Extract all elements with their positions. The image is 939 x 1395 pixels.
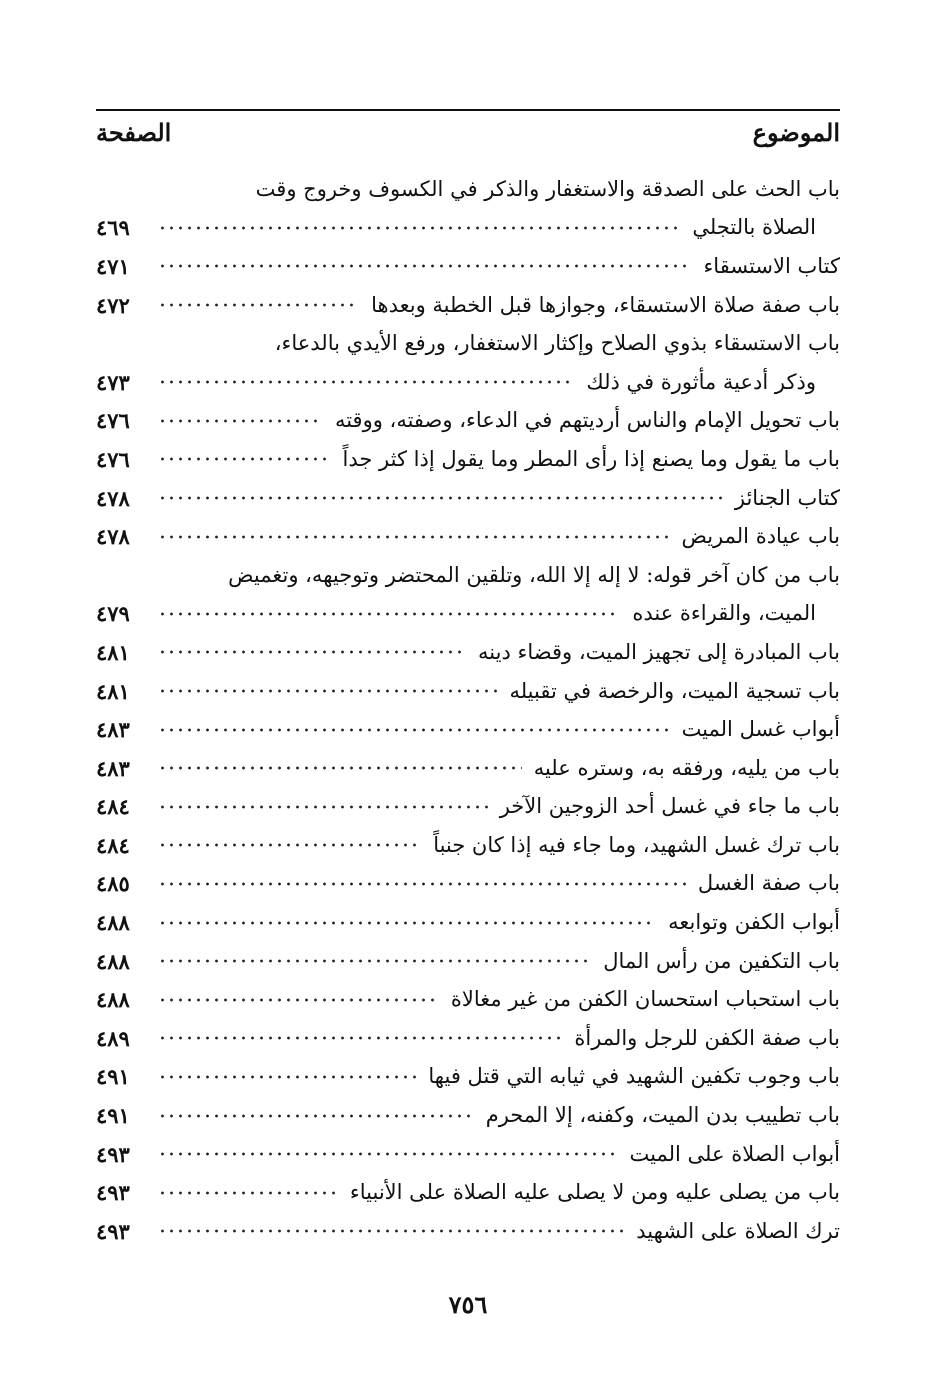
leader-dots	[158, 1074, 416, 1080]
leader-dots	[158, 302, 359, 308]
toc-entry-page: ٤٨٨	[96, 910, 130, 936]
toc-entry-title: باب الحث على الصدقة والاستغفار والذكر في الكسوف وخروج وقت	[255, 176, 840, 201]
toc-entry	[96, 1135, 840, 1174]
leader-dots	[158, 611, 620, 617]
toc-entry	[96, 903, 840, 942]
leader-dots	[158, 958, 591, 964]
toc-entry-page: ٤٧٨	[96, 485, 130, 511]
toc-entry-title: الصلاة بالتجلي	[692, 215, 816, 240]
leader-dots	[158, 456, 331, 462]
toc-entry-page: ٤٧٢	[96, 292, 130, 318]
toc-entry-page: ٤٧٦	[96, 408, 130, 434]
toc-entry	[96, 826, 840, 865]
toc-entry-title: ترك الصلاة على الشهيد	[636, 1218, 840, 1243]
toc-entry	[96, 247, 840, 286]
leader-dots	[158, 263, 691, 269]
toc-entry-page: ٤٩٣	[96, 1141, 130, 1167]
toc-entry-title: باب التكفين من رأس المال	[603, 948, 840, 973]
toc-entry-title: باب تحويل الإمام والناس أرديتهم في الدعاء، وصفته، ووقته	[334, 408, 840, 433]
toc-entry	[96, 324, 840, 363]
toc-entry	[96, 942, 840, 981]
toc-entry	[96, 1058, 840, 1097]
toc-entry-title: باب من يصلى عليه ومن لا يصلى عليه الصلاة على الأنبياء	[349, 1180, 840, 1205]
leader-dots	[158, 765, 522, 771]
leader-dots	[158, 1151, 618, 1157]
leader-dots	[158, 881, 686, 887]
toc-entry-page: ٤٧٦	[96, 446, 130, 472]
leader-dots	[158, 649, 466, 655]
toc-entry-page: ٤٨٤	[96, 794, 130, 820]
toc-header	[96, 118, 840, 158]
toc-entry-page: ٤٦٩	[96, 215, 130, 241]
toc-entry-page: ٤٨٣	[96, 717, 130, 743]
toc-entry	[96, 788, 840, 827]
toc-entry	[96, 633, 840, 672]
toc-entry-title: باب صفة الغسل	[697, 871, 840, 896]
leader-dots	[158, 727, 670, 733]
toc-entry-title: باب من كان آخر قوله: لا إله إلا الله، وتلقين المحتضر وتوجيهه، وتغميض	[228, 562, 840, 587]
toc-entry-page: ٤٨٤	[96, 832, 130, 858]
leader-dots	[158, 225, 680, 231]
leader-dots	[158, 1113, 474, 1119]
toc-entry	[96, 556, 840, 595]
leader-dots	[158, 534, 669, 540]
toc-entry-title: الميت، والقراءة عنده	[632, 601, 816, 626]
toc-entry	[96, 710, 840, 749]
toc-entry-title: كتاب الجنائز	[734, 485, 840, 510]
toc-entry-title: أبواب غسل الميت	[681, 717, 840, 742]
toc-entry-title: باب ترك غسل الشهيد، وما جاء فيه إذا كان جنباً	[433, 832, 840, 857]
toc-entry	[96, 517, 840, 556]
toc-entry	[96, 209, 840, 248]
toc-entry-title: باب وجوب تكفين الشهيد في ثيابه التي قتل فيها	[428, 1064, 840, 1089]
toc-entry	[96, 286, 840, 325]
toc-entry-page: ٤٧٩	[96, 601, 130, 627]
toc-entry-title: باب صفة صلاة الاستسقاء، وجوازها قبل الخطبة وبعدها	[371, 292, 840, 317]
toc-entry-page: ٤٨٩	[96, 1025, 130, 1051]
toc-list	[96, 170, 840, 1251]
toc-entry	[96, 1212, 840, 1251]
toc-entry-page: ٤٩١	[96, 1103, 130, 1129]
toc-entry-title: باب تسجية الميت، والرخصة في تقبيله	[509, 678, 840, 703]
toc-entry-page: ٤٩٣	[96, 1218, 130, 1244]
toc-entry-title: كتاب الاستسقاء	[703, 253, 840, 278]
toc-entry	[96, 1096, 840, 1135]
toc-entry-title: باب تطييب بدن الميت، وكفنه، إلا المحرم	[485, 1103, 840, 1128]
leader-dots	[158, 688, 497, 694]
toc-entry-page: ٤٨١	[96, 639, 130, 665]
toc-entry-title: أبواب الصلاة على الميت	[629, 1141, 840, 1166]
toc-entry	[96, 749, 840, 788]
toc-entry-title: باب ما جاء في غسل أحد الزوجين الآخر	[499, 794, 840, 819]
toc-entry-title: أبواب الكفن وتوابعه	[668, 910, 840, 935]
toc-entry-page: ٤٧٣	[96, 369, 130, 395]
leader-dots	[158, 1190, 338, 1196]
toc-entry	[96, 980, 840, 1019]
leader-dots	[158, 379, 574, 385]
toc-entry	[96, 595, 840, 634]
toc-entry	[96, 865, 840, 904]
toc-entry-page: ٤٩١	[96, 1064, 130, 1090]
toc-entry	[96, 363, 840, 402]
toc-entry-page: ٤٨١	[96, 678, 130, 704]
toc-entry	[96, 1173, 840, 1212]
toc-entry-title: باب عيادة المريض	[681, 524, 840, 549]
toc-entry	[96, 170, 840, 209]
toc-entry	[96, 672, 840, 711]
leader-dots	[158, 1035, 562, 1041]
toc-entry-page: ٤٨٣	[96, 755, 130, 781]
leader-dots	[158, 495, 723, 501]
page-number: ٧٥٦	[448, 1290, 488, 1319]
toc-entry-title: باب الاستسقاء بذوي الصلاح وإكثار الاستغفار، ورفع الأيدي بالدعاء،	[274, 331, 840, 356]
toc-entry-title: باب من يليه، ورفقه به، وستره عليه	[533, 755, 840, 780]
toc-entry-page: ٤٨٨	[96, 987, 130, 1013]
header-rule	[96, 109, 840, 111]
toc-page	[96, 0, 840, 1395]
toc-entry-title: باب ما يقول وما يصنع إذا رأى المطر وما يقول إذا كثر جداً	[342, 446, 840, 471]
toc-entry-page: ٤٧٨	[96, 524, 130, 550]
leader-dots	[158, 1228, 624, 1234]
toc-entry	[96, 1019, 840, 1058]
leader-dots	[158, 842, 421, 848]
toc-entry	[96, 440, 840, 479]
leader-dots	[158, 920, 656, 926]
toc-entry-page: ٤٧١	[96, 253, 130, 279]
leader-dots	[158, 997, 439, 1003]
toc-entry	[96, 479, 840, 518]
toc-entry-title: وذكر أدعية مأثورة في ذلك	[586, 369, 816, 394]
toc-entry-title: باب المبادرة إلى تجهيز الميت، وقضاء دينه	[478, 639, 840, 664]
leader-dots	[158, 804, 488, 810]
toc-entry-page: ٤٨٥	[96, 871, 130, 897]
toc-entry-title: باب صفة الكفن للرجل والمرأة	[574, 1025, 840, 1050]
toc-entry-title: باب استحباب استحسان الكفن من غير مغالاة	[450, 987, 840, 1012]
topic-column-label: الموضوع	[752, 118, 840, 147]
toc-entry	[96, 402, 840, 441]
toc-entry-page: ٤٨٨	[96, 948, 130, 974]
toc-entry-page: ٤٩٣	[96, 1180, 130, 1206]
leader-dots	[158, 418, 323, 424]
page-column-label: الصفحة	[96, 118, 172, 147]
